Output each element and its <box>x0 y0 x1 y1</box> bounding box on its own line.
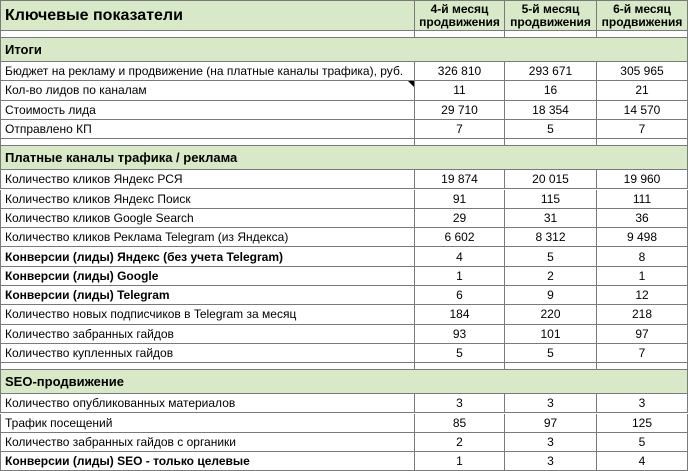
column-header-month-4 <box>415 0 505 30</box>
section-header <box>0 38 688 62</box>
column-header-line2: продвижения <box>510 14 591 29</box>
table-row <box>0 62 688 81</box>
value-cell[interactable]: 111 <box>597 190 688 208</box>
value-cell[interactable]: 9 <box>505 286 597 304</box>
empty-cell <box>505 363 597 369</box>
table-row <box>0 414 688 433</box>
value-cell[interactable]: 7 <box>415 120 505 138</box>
table-row <box>0 228 688 247</box>
value-cell[interactable]: 293 671 <box>505 62 597 80</box>
value-cell[interactable]: 101 <box>505 325 597 343</box>
table-row <box>0 120 688 139</box>
value-cell[interactable]: 31 <box>505 209 597 227</box>
value-cell[interactable]: 5 <box>505 247 597 265</box>
empty-cell <box>0 363 415 369</box>
value-cell[interactable]: 184 <box>415 305 505 323</box>
empty-cell <box>505 31 597 37</box>
value-cell[interactable]: 5 <box>505 120 597 138</box>
empty-cell <box>597 31 688 37</box>
value-cell[interactable]: 21 <box>597 81 688 99</box>
value-cell[interactable]: 3 <box>505 433 597 451</box>
spacer-row <box>0 31 688 38</box>
empty-cell <box>597 139 688 145</box>
value-cell[interactable]: 3 <box>505 452 597 470</box>
value-cell[interactable]: 115 <box>505 190 597 208</box>
value-cell[interactable]: 220 <box>505 305 597 323</box>
value-cell[interactable]: 326 810 <box>415 62 505 80</box>
row-label[interactable]: Отправлено КП <box>0 120 415 138</box>
value-cell[interactable]: 4 <box>415 247 505 265</box>
value-cell[interactable]: 2 <box>505 267 597 285</box>
value-cell[interactable]: 6 <box>415 286 505 304</box>
row-label[interactable]: Количество забранных гайдов <box>0 325 415 343</box>
value-cell[interactable]: 3 <box>505 394 597 412</box>
value-cell[interactable]: 29 710 <box>415 101 505 119</box>
table-row <box>0 325 688 344</box>
value-cell[interactable]: 97 <box>505 414 597 432</box>
column-header-month-5 <box>505 0 597 30</box>
empty-cell <box>415 31 505 37</box>
section-header <box>0 146 688 170</box>
row-label[interactable]: Количество кликов Google Search <box>0 209 415 227</box>
column-header-line2: продвижения <box>601 14 683 29</box>
row-label[interactable]: Количество забранных гайдов с органики <box>0 433 415 451</box>
table-row <box>0 209 688 228</box>
empty-cell <box>597 363 688 369</box>
value-cell[interactable]: 18 354 <box>505 101 597 119</box>
table-row <box>0 344 688 363</box>
table-row <box>0 101 688 120</box>
value-cell[interactable]: 3 <box>415 394 505 412</box>
value-cell[interactable]: 5 <box>415 344 505 362</box>
empty-cell <box>505 139 597 145</box>
table-row <box>0 170 688 189</box>
value-cell[interactable]: 8 312 <box>505 228 597 246</box>
row-label[interactable]: Количество кликов Реклама Telegram (из Яндекса) <box>0 228 415 246</box>
comment-indicator-icon[interactable] <box>408 81 414 87</box>
value-cell[interactable]: 3 <box>597 394 688 412</box>
value-cell[interactable]: 305 965 <box>597 62 688 80</box>
value-cell[interactable]: 8 <box>597 247 688 265</box>
value-cell[interactable]: 5 <box>505 344 597 362</box>
row-label[interactable]: Количество купленных гайдов <box>0 344 415 362</box>
spacer-row <box>0 139 688 146</box>
value-cell[interactable]: 1 <box>415 267 505 285</box>
empty-cell <box>0 31 415 37</box>
table-row <box>0 394 688 413</box>
value-cell[interactable]: 91 <box>415 190 505 208</box>
value-cell[interactable]: 1 <box>597 267 688 285</box>
value-cell[interactable]: 36 <box>597 209 688 227</box>
value-cell[interactable]: 16 <box>505 81 597 99</box>
value-cell[interactable]: 20 015 <box>505 170 597 188</box>
column-header-line1: 4-й месяц <box>430 1 489 16</box>
row-label[interactable]: Стоимость лида <box>0 101 415 119</box>
row-label[interactable]: Количество кликов Яндекс РСЯ <box>0 170 415 188</box>
row-label[interactable]: Конверсии (лиды) Google <box>0 267 415 285</box>
value-cell[interactable]: 7 <box>597 120 688 138</box>
column-header-line1: 5-й месяц <box>521 1 580 16</box>
column-header-line2: продвижения <box>419 14 500 29</box>
value-cell[interactable]: 93 <box>415 325 505 343</box>
value-cell[interactable]: 19 960 <box>597 170 688 188</box>
value-cell[interactable]: 1 <box>415 452 505 470</box>
section-title: Платные каналы трафика / реклама <box>0 146 688 169</box>
column-header-line1: 6-й месяц <box>613 1 671 16</box>
value-cell[interactable]: 12 <box>597 286 688 304</box>
value-cell[interactable]: 7 <box>597 344 688 362</box>
table-row <box>0 190 688 209</box>
row-label[interactable]: Конверсии (лиды) Telegram <box>0 286 415 304</box>
value-cell[interactable]: 4 <box>597 452 688 470</box>
row-label[interactable]: Бюджет на рекламу и продвижение (на платные каналы трафика), руб. <box>0 62 415 80</box>
table-row <box>0 286 688 305</box>
value-cell[interactable]: 125 <box>597 414 688 432</box>
section-title: Итоги <box>0 38 688 61</box>
value-cell[interactable]: 97 <box>597 325 688 343</box>
section-header <box>0 370 688 394</box>
empty-cell <box>415 139 505 145</box>
table-row <box>0 81 688 100</box>
table-row <box>0 452 688 471</box>
value-cell[interactable]: 2 <box>415 433 505 451</box>
value-cell[interactable]: 85 <box>415 414 505 432</box>
empty-cell <box>0 139 415 145</box>
row-label[interactable]: Трафик посещений <box>0 414 415 432</box>
value-cell[interactable]: 14 570 <box>597 101 688 119</box>
value-cell[interactable]: 218 <box>597 305 688 323</box>
value-cell[interactable]: 29 <box>415 209 505 227</box>
row-label[interactable]: Количество опубликованных материалов <box>0 394 415 412</box>
table-row <box>0 433 688 452</box>
header-row <box>0 0 688 31</box>
row-label[interactable]: Кол-во лидов по каналам <box>0 81 415 99</box>
page-title: Ключевые показатели <box>0 0 415 30</box>
spacer-row <box>0 363 688 370</box>
column-header-month-6 <box>597 0 688 30</box>
value-cell[interactable]: 9 498 <box>597 228 688 246</box>
value-cell[interactable]: 5 <box>597 433 688 451</box>
table-row <box>0 305 688 324</box>
section-title: SEO-продвижение <box>0 370 688 393</box>
value-cell[interactable]: 19 874 <box>415 170 505 188</box>
value-cell[interactable]: 11 <box>415 81 505 99</box>
row-label[interactable]: Конверсии (лиды) SEO - только целевые <box>0 452 415 470</box>
row-label[interactable]: Количество кликов Яндекс Поиск <box>0 190 415 208</box>
value-cell[interactable]: 6 602 <box>415 228 505 246</box>
table-row <box>0 247 688 266</box>
row-label[interactable]: Количество новых подписчиков в Telegram за месяц <box>0 305 415 323</box>
empty-cell <box>415 363 505 369</box>
row-label[interactable]: Конверсии (лиды) Яндекс (без учета Telegram) <box>0 247 415 265</box>
table-row <box>0 267 688 286</box>
